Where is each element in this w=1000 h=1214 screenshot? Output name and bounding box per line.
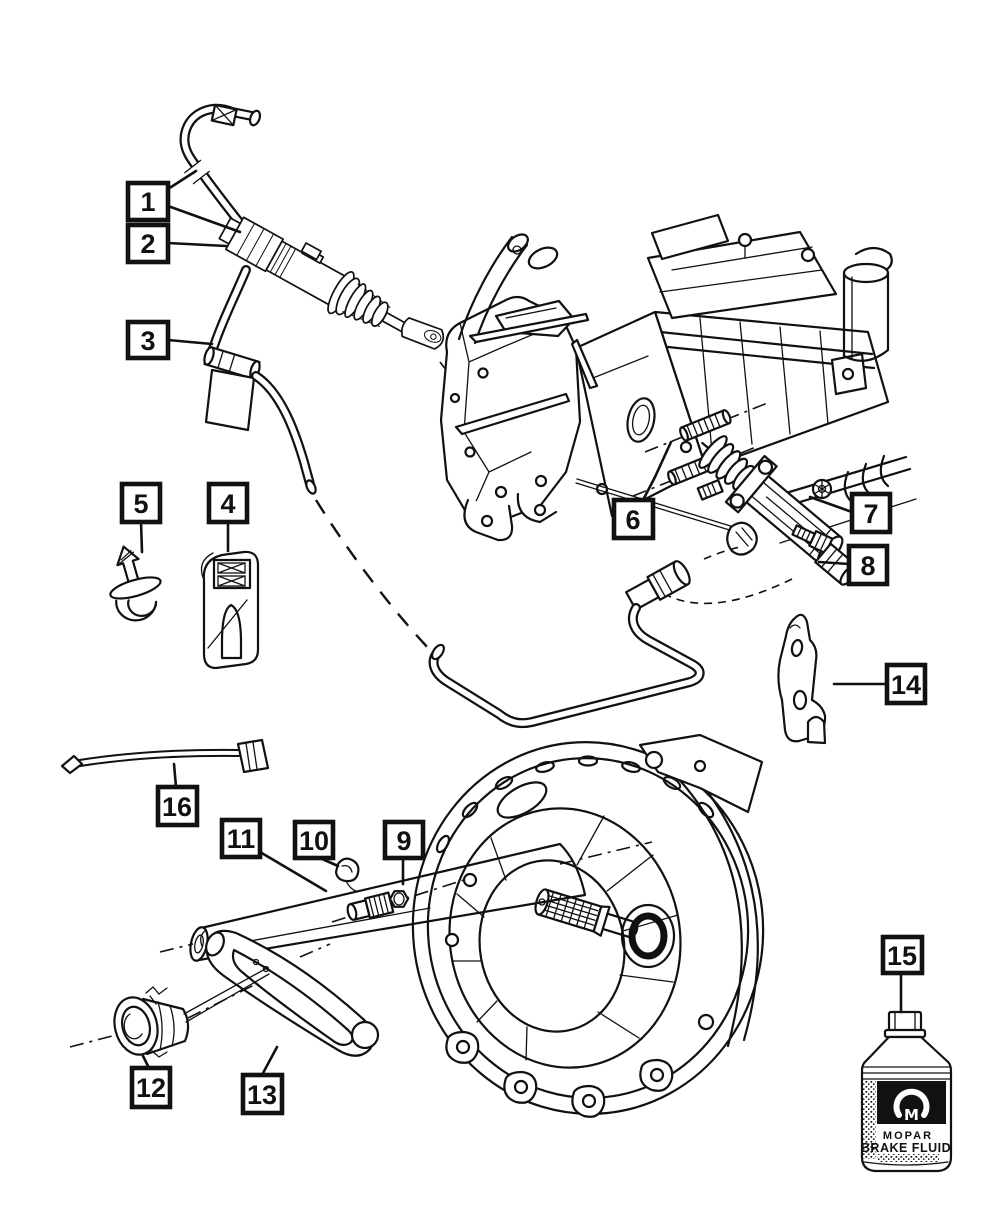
fork-ball-end (352, 1022, 378, 1048)
line-tag (206, 370, 254, 430)
svg-text:15: 15 (886, 941, 918, 971)
bottle-brand-text: MOPAR (882, 1130, 934, 1142)
retainer-nut (813, 480, 831, 498)
svg-text:16: 16 (161, 792, 193, 822)
callout-3[interactable] (128, 322, 212, 358)
svg-text:10: 10 (298, 826, 330, 856)
svg-text:12: 12 (135, 1073, 167, 1103)
callout-9[interactable] (385, 822, 423, 884)
svg-text:4: 4 (220, 489, 236, 519)
routing-dash-line (316, 500, 430, 650)
transmission-assembly (430, 215, 916, 723)
svg-text:8: 8 (860, 551, 876, 581)
spring-clip (336, 859, 358, 891)
hose-clamp (212, 105, 237, 125)
svg-text:13: 13 (246, 1080, 278, 1110)
svg-text:3: 3 (140, 326, 156, 356)
svg-text:14: 14 (890, 670, 922, 700)
callout-4[interactable] (209, 484, 247, 551)
release-bearing (109, 987, 188, 1059)
svg-text:5: 5 (133, 489, 149, 519)
master-cylinder-body (214, 205, 453, 367)
callout-13[interactable] (243, 1047, 282, 1113)
pivot-bolt (346, 893, 394, 923)
callout-15[interactable] (883, 937, 922, 1012)
push-pin-retainer (99, 539, 170, 625)
release-fork (201, 930, 378, 1056)
mopar-logo-letter: M (904, 1106, 919, 1124)
callout-5[interactable] (122, 484, 160, 552)
svg-text:6: 6 (625, 505, 641, 535)
svg-text:9: 9 (396, 826, 412, 856)
svg-text:7: 7 (863, 499, 879, 529)
callout-12[interactable] (132, 1056, 170, 1107)
line-bracket-clip (201, 552, 258, 668)
pushrod-fork-end (398, 312, 447, 354)
callout-14[interactable] (834, 665, 925, 703)
bottle-product-text: BRAKE FLUID (860, 1141, 952, 1155)
brake-fluid-bottle (861, 1012, 951, 1171)
callout-10[interactable] (295, 822, 338, 866)
stud-stub (698, 480, 723, 499)
callout-2[interactable] (128, 225, 226, 262)
clutch-hydraulic-pipe (434, 608, 700, 723)
cable-tie (62, 740, 268, 773)
svg-text:11: 11 (226, 824, 256, 854)
pipe-bracket (778, 615, 825, 743)
callout-16[interactable] (158, 764, 197, 825)
svg-text:2: 2 (140, 229, 156, 259)
pivot-nut (390, 891, 408, 907)
svg-text:1: 1 (140, 187, 156, 217)
